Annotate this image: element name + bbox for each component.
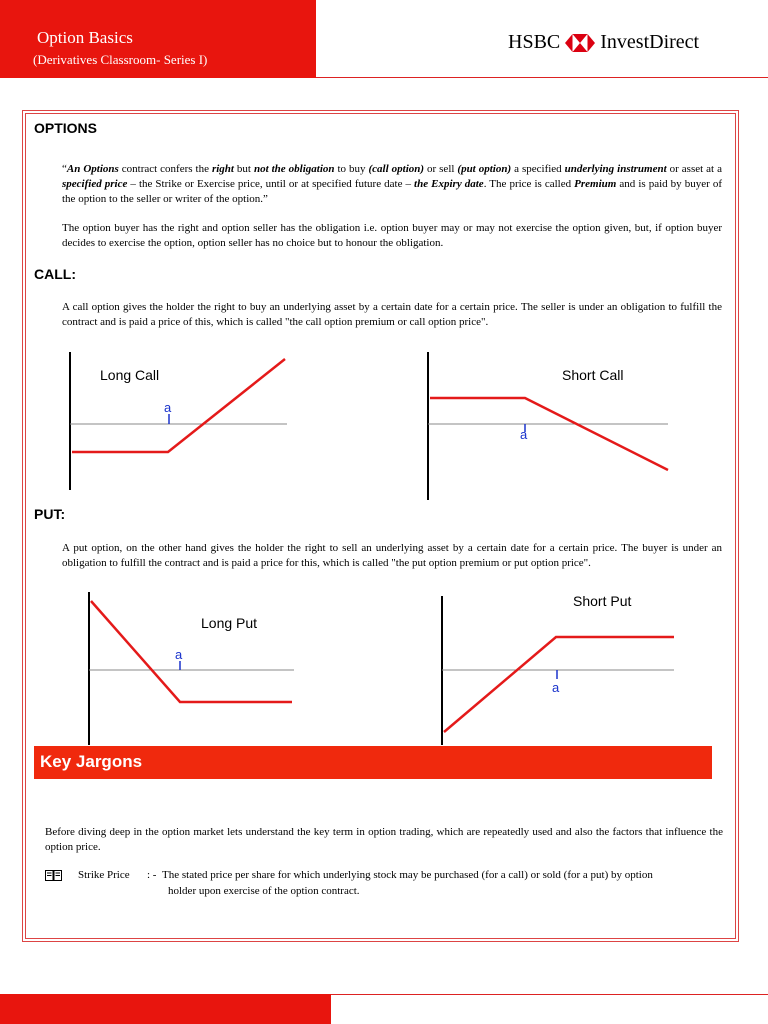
- key-jargons-heading: Key Jargons: [40, 752, 143, 771]
- long-put-diagram: [89, 592, 294, 745]
- document-title: Option Basics: [37, 28, 133, 47]
- long-put-strike-label: a: [175, 647, 183, 662]
- short-put-diagram: [442, 596, 674, 745]
- short-call-diagram: [428, 352, 668, 500]
- call-heading: CALL:: [34, 266, 76, 282]
- key-jargons-intro: Before diving deep in the option market lets understand the key term in option trading, which are repeatedly used and also the factors that influence the option price.: [45, 826, 723, 853]
- jargon-term: Strike Price: [78, 869, 130, 881]
- document-subtitle: (Derivatives Classroom- Series I): [33, 52, 208, 67]
- short-put-strike-label: a: [552, 680, 560, 695]
- options-obligation-paragraph: The option buyer has the right and option seller has the obligation i.e. option buyer may or may not exercise the option given, but, if option buyer decides to exercise the option, option seller has no choice but to honour the obligation.: [62, 222, 722, 249]
- put-heading: PUT:: [34, 506, 66, 522]
- long-call-strike-label: a: [164, 400, 172, 415]
- short-call-payoff-line: [430, 398, 668, 470]
- jargon-definition-line-2: holder upon exercise of the option contract.: [168, 885, 360, 897]
- logo-text-hsbc: HSBC: [508, 31, 561, 53]
- footer-banner: [0, 994, 331, 1024]
- short-call-label: Short Call: [562, 367, 624, 383]
- options-heading: OPTIONS: [34, 120, 98, 136]
- jargon-definition-line-1: The stated price per share for which underlying stock may be purchased (for a call) or sold (for a put) by option: [162, 869, 653, 881]
- put-paragraph: A put option, on the other hand gives the holder the right to sell an underlying asset by a certain date for a certain price. The buyer is under an obligation to fulfill the contract and is paid a price for this, which is called "the put option premium or put option price".: [62, 542, 722, 569]
- book-icon: [45, 870, 62, 881]
- short-call-strike-label: a: [520, 427, 528, 442]
- call-paragraph: A call option gives the holder the right to buy an underlying asset by a certain date for a certain price. The seller is under an obligation to fulfill the contract and is paid a price of this, which is called "the call option premium or call option price".: [62, 301, 722, 328]
- short-put-label: Short Put: [573, 593, 632, 609]
- long-put-payoff-line: [91, 601, 292, 702]
- jargon-separator: : -: [147, 869, 157, 881]
- long-call-label: Long Call: [100, 367, 160, 383]
- logo-text-investdirect: InvestDirect: [600, 31, 700, 53]
- long-put-label: Long Put: [201, 615, 258, 631]
- options-definition-paragraph: “An Options contract confers the right but not the obligation to buy (call option) or sell (put option) a specified underlying instrument or asset at a specified price – the Strike or Exercise price, until or at specified future date – the Expiry date. The price is called Premium and is paid by buyer of the option to the seller or writer of the option.”: [62, 163, 722, 205]
- footer-rule: [331, 994, 768, 995]
